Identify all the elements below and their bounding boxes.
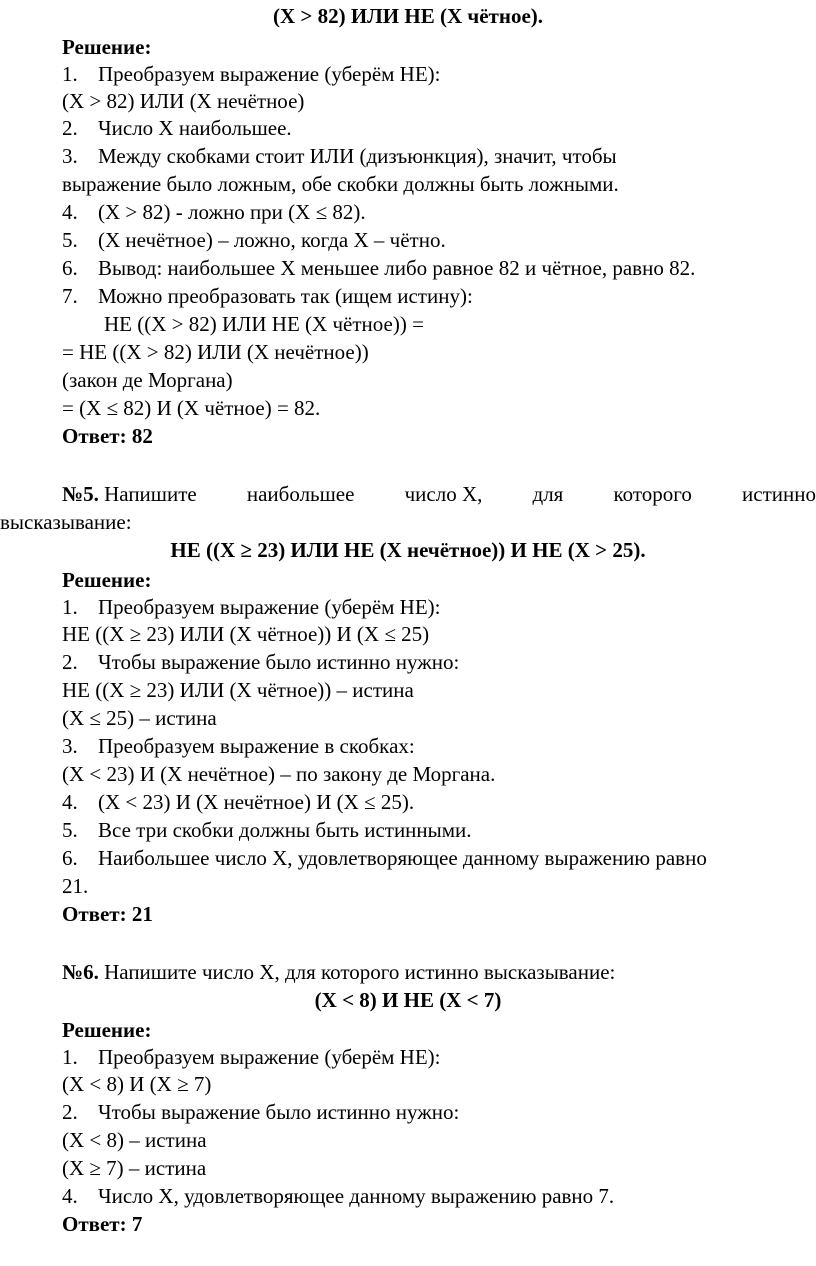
task5-step-3 xyxy=(62,732,415,760)
task5-answer: Ответ: 21 xyxy=(62,902,153,926)
task6-number: №6. xyxy=(62,960,99,984)
word: которого xyxy=(613,482,692,506)
step-text: Вывод: наибольшее X меньшее либо равное 82 и чётное, равно 82. xyxy=(98,256,696,280)
step-number: 2. xyxy=(62,650,78,674)
step-number: 6. xyxy=(62,846,78,870)
task5-step-1-expression: НЕ ((X ≥ 23) ИЛИ (X чётное)) И (X ≤ 25) xyxy=(62,622,430,646)
task4-step-7-line-a: НЕ ((X > 82) ИЛИ НЕ (X чётное)) = xyxy=(104,312,424,336)
task5-step-2 xyxy=(62,648,459,676)
step-number: 4. xyxy=(62,200,78,224)
task4-step-1 xyxy=(62,60,441,88)
task4-step-7-line-d: = (X ≤ 82) И (X чётное) = 82. xyxy=(62,396,321,420)
task5-step-6-continuation: 21. xyxy=(62,874,89,898)
task5-number: №5. xyxy=(62,482,99,506)
task4-step-6 xyxy=(62,254,695,282)
task4-step-2 xyxy=(62,114,292,142)
word: наибольшее xyxy=(246,482,355,506)
task6-step-1 xyxy=(62,1043,441,1071)
task4-step-7-line-b: = НЕ ((X > 82) ИЛИ (X нечётное)) xyxy=(62,340,369,364)
word: Напишите xyxy=(104,482,197,506)
step-number: 6. xyxy=(62,256,78,280)
step-text: Чтобы выражение было истинно нужно: xyxy=(98,1100,460,1124)
step-text: Можно преобразовать так (ищем истину): xyxy=(98,284,473,308)
task4-step-3 xyxy=(62,142,617,170)
step-text: Чтобы выражение было истинно нужно: xyxy=(98,650,460,674)
step-number: 5. xyxy=(62,818,78,842)
task4-answer: Ответ: 82 xyxy=(62,424,153,448)
step-number: 3. xyxy=(62,734,78,758)
step-number: 3. xyxy=(62,144,78,168)
task6-step-2-line-c: (X ≥ 7) – истина xyxy=(62,1156,207,1180)
task5-step-2-line-b: НЕ ((X ≥ 23) ИЛИ (X чётное)) – истина xyxy=(62,678,414,702)
task5-step-3-expression: (X < 23) И (X нечётное) – по закону де Моргана. xyxy=(62,762,496,786)
step-text: Число X, удовлетворяющее данному выражению равно 7. xyxy=(98,1184,615,1208)
task5-step-5 xyxy=(62,816,472,844)
task6-step-4 xyxy=(62,1182,614,1210)
step-number: 4. xyxy=(62,1184,78,1208)
step-text: Преобразуем выражение (уберём НЕ): xyxy=(98,1045,441,1069)
word: истинно xyxy=(742,482,816,506)
step-text: Преобразуем выражение в скобках: xyxy=(98,734,415,758)
word: для xyxy=(532,482,564,506)
task6-step-1-expression: (X < 8) И (X ≥ 7) xyxy=(62,1072,212,1096)
task5-statement-line-1 xyxy=(62,480,816,508)
step-number: 4. xyxy=(62,790,78,814)
step-number: 5. xyxy=(62,228,78,252)
task6-expression: (X < 8) И НЕ (X < 7) xyxy=(314,988,502,1012)
task6-answer: Ответ: 7 xyxy=(62,1212,143,1236)
task5-expression: НЕ ((X ≥ 23) ИЛИ НЕ (X нечётное)) И НЕ (X > 25). xyxy=(170,538,646,562)
step-number: 1. xyxy=(62,1045,78,1069)
task5-step-6 xyxy=(62,844,707,872)
step-text: Преобразуем выражение (уберём НЕ): xyxy=(98,62,441,86)
step-text: Число X наибольшее. xyxy=(98,116,292,140)
task4-step-1-expression: (X > 82) ИЛИ (X нечётное) xyxy=(62,89,305,113)
task5-step-2-line-c: (X ≤ 25) – истина xyxy=(62,706,217,730)
step-text: (X нечётное) – ложно, когда X – чётно. xyxy=(98,228,446,252)
step-number: 1. xyxy=(62,62,78,86)
task4-solution-heading: Решение: xyxy=(62,35,152,59)
task4-step-7 xyxy=(62,282,473,310)
step-number: 2. xyxy=(62,116,78,140)
task5-statement-line-2: высказывание: xyxy=(0,510,132,534)
task6-step-2-line-b: (X < 8) – истина xyxy=(62,1128,207,1152)
step-number: 1. xyxy=(62,595,78,619)
step-text: Между скобками стоит ИЛИ (дизъюнкция), значит, чтобы xyxy=(98,144,617,168)
task6-statement-text: Напишите число X, для которого истинно высказывание: xyxy=(104,960,616,984)
task6-statement xyxy=(62,958,615,986)
task5-step-1 xyxy=(62,593,441,621)
task6-step-2 xyxy=(62,1098,459,1126)
task4-step-7-line-c: (закон де Моргана) xyxy=(62,368,233,392)
step-text: Наибольшее число X, удовлетворяющее данному выражению равно xyxy=(98,846,707,870)
task6-solution-heading: Решение: xyxy=(62,1018,152,1042)
task5-step-4 xyxy=(62,788,414,816)
step-text: (X > 82) - ложно при (X ≤ 82). xyxy=(98,200,366,224)
task5-solution-heading: Решение: xyxy=(62,568,152,592)
word: число X, xyxy=(404,482,483,506)
step-number: 2. xyxy=(62,1100,78,1124)
task4-step-4 xyxy=(62,198,366,226)
step-text: (X < 23) И (X нечётное) И (X ≤ 25). xyxy=(98,790,415,814)
task4-step-3-continuation: выражение было ложным, обе скобки должны быть ложными. xyxy=(62,172,619,196)
task5-statement-words xyxy=(62,480,197,508)
step-number: 7. xyxy=(62,284,78,308)
task4-expression: (X > 82) ИЛИ НЕ (X чётное). xyxy=(272,4,544,28)
step-text: Преобразуем выражение (уберём НЕ): xyxy=(98,595,441,619)
task4-step-5 xyxy=(62,226,446,254)
step-text: Все три скобки должны быть истинными. xyxy=(98,818,472,842)
